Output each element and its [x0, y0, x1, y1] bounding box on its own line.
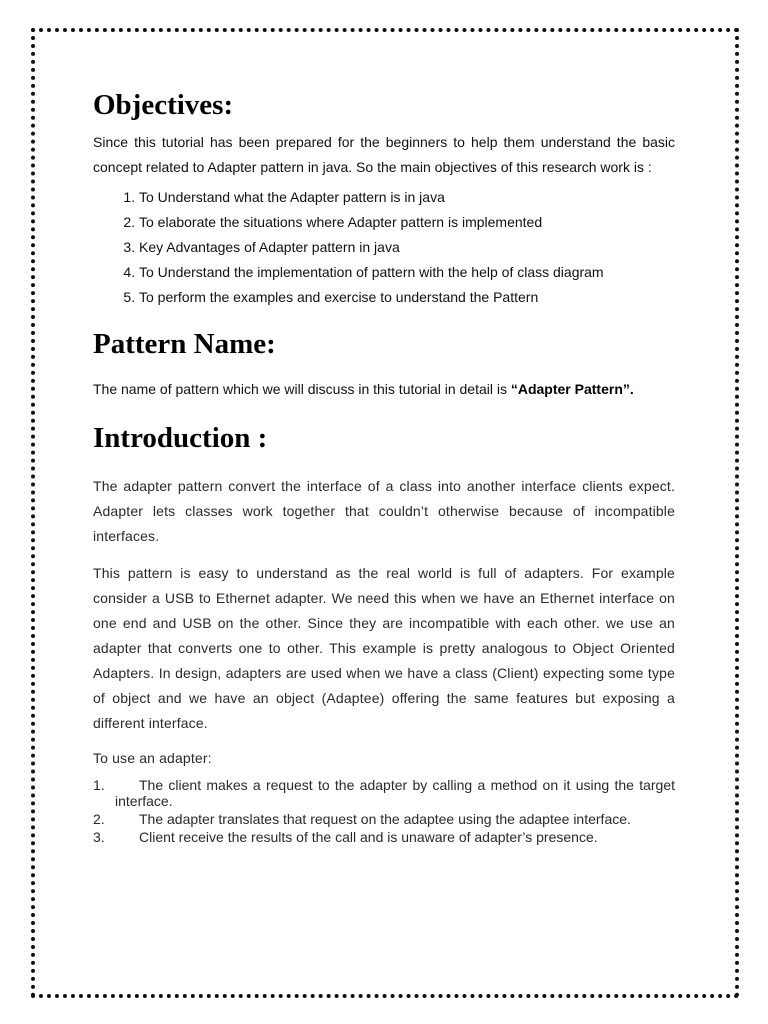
steps-intro: To use an adapter:	[93, 750, 212, 766]
list-item: 4. To Understand the implementation of pattern with the help of class diagram	[139, 260, 675, 285]
list-item: 3. Key Advantages of Adapter pattern in java	[139, 235, 675, 260]
list-item: 2. To elaborate the situations where Adapter pattern is implemented	[139, 210, 675, 235]
step-text: Client receive the results of the call and is unaware of adapter’s presence.	[139, 829, 598, 845]
list-item	[93, 811, 675, 827]
step-text: The client makes a request to the adapter by calling a method on it using the target interface.	[115, 777, 675, 809]
pattern-name-heading: Pattern Name:	[93, 328, 276, 360]
objectives-intro: Since this tutorial has been prepared for the beginners to help them understand the basic concept related to Adapter pattern in java. So the main objectives of this research work is :	[93, 134, 675, 175]
objectives-list	[93, 185, 675, 310]
document-content	[93, 85, 675, 847]
step-text: The adapter translates that request on the adaptee using the adaptee interface.	[139, 811, 631, 827]
introduction-heading: Introduction :	[93, 422, 268, 454]
list-item: 5. To perform the examples and exercise to understand the Pattern	[139, 285, 675, 310]
pattern-name-text	[93, 377, 675, 402]
adapter-steps-list	[93, 777, 675, 845]
introduction-paragraph-2: This pattern is easy to understand as the real world is full of adapters. For example consider a USB to Ethernet adapter. We need this when we have an Ethernet interface on one end and USB on the other. Since they are incompatible with each other. we use an adapter that converts one to other. This example is pretty analogous to Object Oriented Adapters. In design, adapters are used when we have a class (Client) expecting some type of object and we have an object (Adaptee) offering the same features but exposing a different interface.	[93, 565, 675, 731]
step-number: 3.	[93, 829, 105, 845]
step-number: 2.	[93, 811, 105, 827]
objectives-heading: Objectives:	[93, 89, 234, 121]
list-item	[93, 829, 675, 845]
step-number: 1.	[93, 777, 105, 793]
list-item	[93, 777, 675, 809]
list-item: 1. To Understand what the Adapter pattern is in java	[139, 185, 675, 210]
pattern-name-value: “Adapter Pattern”.	[510, 381, 634, 397]
pattern-name-sentence: The name of pattern which we will discuss in this tutorial in detail is	[93, 381, 507, 397]
introduction-paragraph-1: The adapter pattern convert the interface of a class into another interface clients expect. Adapter lets classes work together that couldn’t otherwise because of incompatible interfaces.	[93, 478, 675, 544]
